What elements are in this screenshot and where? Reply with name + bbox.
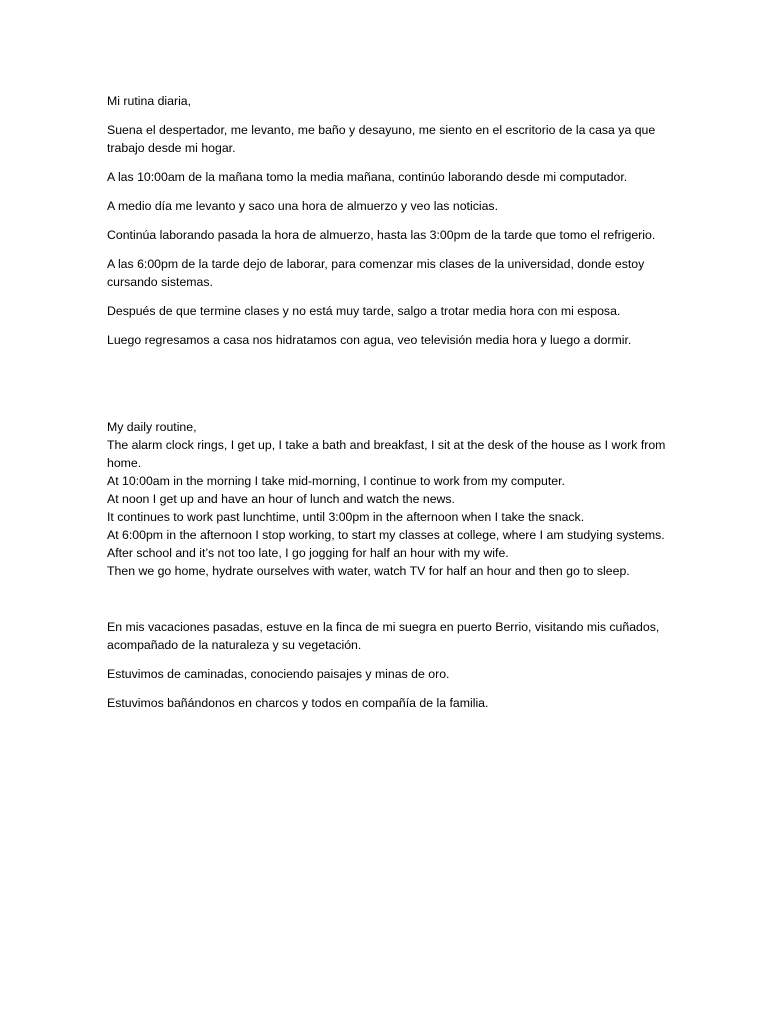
vacation-paragraph: Estuvimos bañándonos en charcos y todos en compañía de la familia. xyxy=(107,696,489,710)
spanish-paragraph: Después de que termine clases y no está muy tarde, salgo a trotar media hora con mi esposa. xyxy=(107,304,621,318)
spanish-paragraph: Continúa laborando pasada la hora de almuerzo, hasta las 3:00pm de la tarde que tomo el refrigerio. xyxy=(107,228,656,242)
spanish-routine-title: Mi rutina diaria, xyxy=(107,94,192,108)
english-routine-section xyxy=(107,418,667,580)
document-page xyxy=(107,92,667,723)
english-line: At 6:00pm in the afternoon I stop working, to start my classes at college, where I am studying systems. xyxy=(107,528,665,542)
spanish-paragraph: A medio día me levanto y saco una hora de almuerzo y veo las noticias. xyxy=(107,199,498,213)
spanish-paragraph: Suena el despertador, me levanto, me baño y desayuno, me siento en el escritorio de la casa ya que trabajo desde mi hogar. xyxy=(107,123,656,155)
section-spacer xyxy=(107,580,667,618)
english-line: The alarm clock rings, I get up, I take a bath and breakfast, I sit at the desk of the house as I work from home. xyxy=(107,438,666,470)
section-spacer xyxy=(107,360,667,418)
vacation-paragraph: En mis vacaciones pasadas, estuve en la finca de mi suegra en puerto Berrio, visitando mis cuñados, acompañado de la naturaleza y su vegetación. xyxy=(107,620,660,652)
spanish-routine-section xyxy=(107,92,667,349)
english-routine-title: My daily routine, xyxy=(107,420,197,434)
english-line: After school and it’s not too late, I go jogging for half an hour with my wife. xyxy=(107,546,509,560)
vacation-paragraph: Estuvimos de caminadas, conociendo paisajes y minas de oro. xyxy=(107,667,450,681)
spanish-paragraph: A las 6:00pm de la tarde dejo de laborar, para comenzar mis clases de la universidad, donde estoy cursando sistemas. xyxy=(107,257,645,289)
english-line: At 10:00am in the morning I take mid-morning, I continue to work from my computer. xyxy=(107,474,565,488)
english-line: Then we go home, hydrate ourselves with water, watch TV for half an hour and then go to sleep. xyxy=(107,564,630,578)
vacation-section xyxy=(107,618,667,712)
english-line: At noon I get up and have an hour of lunch and watch the news. xyxy=(107,492,455,506)
english-line: It continues to work past lunchtime, until 3:00pm in the afternoon when I take the snack. xyxy=(107,510,585,524)
spanish-paragraph: A las 10:00am de la mañana tomo la media mañana, continúo laborando desde mi computador. xyxy=(107,170,628,184)
spanish-paragraph: Luego regresamos a casa nos hidratamos con agua, veo televisión media hora y luego a dormir. xyxy=(107,333,632,347)
